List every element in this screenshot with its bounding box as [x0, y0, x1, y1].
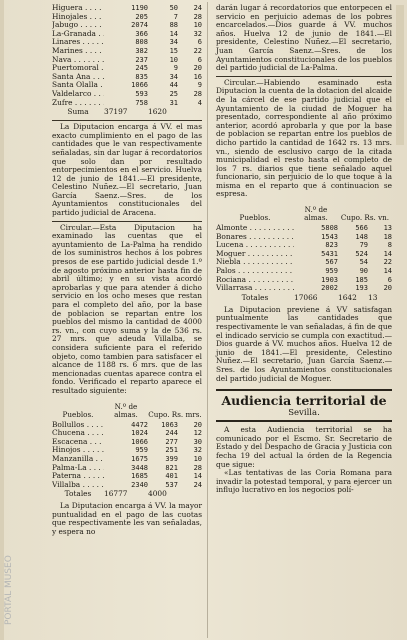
divider-rule [52, 120, 202, 121]
cupo-value: 54 [359, 258, 368, 267]
totals-mrs: 13 [368, 292, 378, 302]
mrs-value: 32 [193, 29, 202, 38]
header-pueblos: Pueblos. [239, 213, 271, 223]
mrs-value: 32 [193, 446, 202, 455]
mrs-value: 14 [383, 249, 392, 258]
cupo-value: 566 [355, 224, 368, 233]
table-row [216, 258, 392, 267]
table-row [52, 429, 202, 438]
cupo-value: 399 [165, 454, 178, 463]
mrs-value: 6 [197, 38, 202, 47]
pueblo-name: Hinojos . . . [52, 446, 104, 455]
mrs-value: 20 [193, 420, 202, 429]
almas-value: 4472 [131, 420, 148, 429]
table-row [216, 250, 392, 259]
mrs-value: 14 [383, 267, 392, 276]
paragraph-regencia-order: «Las tentativas de las Coria Romana para invadir la potestad temporal, y para ejercer un influjo lucrativo en los negocios polí- [216, 468, 392, 495]
cupo-value: 34 [169, 38, 178, 47]
table-row [52, 438, 202, 447]
table-row [52, 64, 202, 73]
pueblo-name: Chucena . . . [52, 429, 104, 438]
cupo-value: 185 [355, 275, 368, 284]
almas-value: 1543 [321, 232, 338, 241]
table-row [216, 276, 392, 285]
mrs-value: 10 [193, 454, 202, 463]
page-edge-marks-icon [393, 5, 407, 145]
section-title: Audiencia territorial de [221, 393, 387, 409]
cupo-value: 79 [359, 241, 368, 250]
mrs-value: 8 [387, 241, 392, 250]
column-divider [207, 2, 208, 638]
table-row [52, 21, 202, 30]
pueblo-name: Lucena . . . [216, 241, 294, 250]
mrs-value: 24 [193, 4, 202, 12]
pueblo-name: Jabugo . . . [52, 21, 104, 30]
almas-value: 1066 [131, 437, 148, 446]
pueblo-name: Valdelarco . . . [52, 90, 104, 99]
contributions-table-lapalma [52, 421, 202, 490]
cupo-value: 537 [165, 480, 178, 489]
pueblo-name: Villarrasa . . . [216, 284, 294, 293]
paragraph-lapalma-continuation: darán lugar á recordatorios que entorpecen el servicio en perjuicio ademas de los pobres encarcelados.—Dios guarde á VV. muchos años. Huelva 12 de junio de 1841.—El presidente, Celestino Nuñez.—El secretario, Juan García Saenz.—Sres. de los Ayuntamientos constitucionales de los pueblos del partido judicial de La-Palma. [216, 3, 392, 73]
table-row [52, 30, 202, 39]
cupo-value: 9 [173, 64, 178, 73]
pueblo-name: Linares . . . [52, 38, 104, 47]
cupo-value: 244 [165, 429, 178, 438]
mrs-value: 16 [193, 72, 202, 81]
mrs-value: 20 [383, 284, 392, 293]
almas-value: 959 [325, 267, 338, 276]
sum-value: 37197 [104, 107, 128, 117]
cupo-value: 34 [169, 72, 178, 81]
almas-value: 2074 [131, 21, 148, 30]
mrs-value: 18 [383, 232, 392, 241]
mrs-value: 13 [383, 224, 392, 233]
sum-row-moguer [216, 294, 392, 303]
almas-value: 1685 [131, 472, 148, 481]
table-row [52, 13, 202, 22]
cupo-value: 31 [169, 98, 178, 107]
header-cupo: Cupo. Rs. vn. [340, 213, 390, 223]
almas-value: 5431 [321, 249, 338, 258]
table-row [52, 38, 202, 47]
cupo-value: 1063 [161, 420, 178, 429]
pueblo-name: Nava . . . [52, 56, 104, 65]
pueblo-name: Puertomoral . . . [52, 64, 104, 73]
almas-value: 2340 [131, 480, 148, 489]
table-row [52, 47, 202, 56]
paragraph-aracena-notice: La Diputacion encarga á VV. el mas exacto cumplimiento en el pago de las cantidades que le van respectivamente señaladas, sin dar lugar á recordatorios que solo dan por resultado entorpecimientos en el servicio. Huelva 12 de junio de 1841.—El presidente, Celestino Nuñez.—El secretario, Juan García Saenz.—Sres. de los Ayuntamientos constitucionales del partido judicial de Aracena. [52, 122, 202, 218]
section-heading [216, 389, 392, 422]
pueblo-name: Escacena . . . [52, 438, 104, 447]
table-row [52, 90, 202, 99]
mrs-value: 6 [197, 55, 202, 64]
cupo-value: 7 [173, 12, 178, 21]
almas-value: 1024 [131, 429, 148, 438]
table-row [52, 73, 202, 82]
almas-value: 1190 [131, 4, 148, 12]
paragraph-moguer-circular: Circular.—Habiendo esaminado esta Diputacion la cuenta de la dotacion del alcaide de la cárcel de ese partido judicial que el Ayuntamiento de la ciudad de Moguer ha presentado, correspondiente al año próximo anterior, acordó aprobarla y que por la base de poblacion se repartan entre los pueblos de dicho partido la cantidad de 1642 rs. 13 mrs. vn., siendo de esclusivo cargo de la citada municipalidad el resto hasta el completo de los 7 rs. diarios que tiene señalado aquel funcionario, sin perjuicio de lo que toque á la misma en el reparto que á continuacion se espresa. [216, 77, 392, 199]
totals-mrs [178, 490, 202, 499]
pueblo-name: Higuera . . . [52, 4, 104, 13]
pueblo-name: Santa Ana . . . [52, 73, 104, 82]
pueblo-name: Paterna . . . [52, 472, 104, 481]
mrs-value: 22 [193, 46, 202, 55]
left-column [52, 4, 202, 537]
sum-row-aracena [52, 108, 202, 117]
totals-almas: 16777 [104, 489, 128, 499]
mrs-value: 12 [193, 429, 202, 438]
table-row [216, 241, 392, 250]
mrs-value: 6 [387, 275, 392, 284]
cupo-value: 44 [169, 81, 178, 90]
mrs-value: 28 [193, 12, 202, 21]
almas-value: 5808 [321, 224, 338, 233]
almas-value: 1066 [131, 81, 148, 90]
pueblo-name: Bollullos . . . [52, 421, 104, 430]
header-almas: N.º de almas. [304, 205, 328, 223]
almas-value: 205 [135, 12, 148, 21]
mrs-value: 28 [193, 463, 202, 472]
cupo-value: 10 [169, 55, 178, 64]
cupo-value: 251 [165, 446, 178, 455]
almas-value: 835 [135, 72, 148, 81]
mrs-value: 9 [197, 81, 202, 90]
cupo-value: 401 [165, 472, 178, 481]
pueblo-name: Bonares . . . [216, 233, 294, 242]
sum-mrs [178, 108, 202, 117]
section-subtitle: Sevilla. [288, 408, 320, 419]
mrs-value: 14 [193, 472, 202, 481]
divider-rule [216, 76, 392, 77]
mrs-value: 20 [193, 64, 202, 73]
cupo-value: 277 [165, 437, 178, 446]
table-row [52, 421, 202, 430]
pueblo-name: Zufre . . . [52, 99, 104, 108]
sum-label: Suma [67, 107, 89, 117]
pueblo-name: Villalba . . . [52, 481, 104, 490]
mrs-value: 30 [193, 437, 202, 446]
sum-row-lapalma [52, 490, 202, 499]
museum-stamp-icon [2, 430, 14, 630]
margin-stamp-text: PORTAL MUSEO [4, 555, 14, 625]
cupo-value: 524 [355, 249, 368, 258]
header-pueblos: Pueblos. [62, 409, 94, 419]
divider-rule [52, 221, 202, 222]
paragraph-audiencia: A esta Audiencia territorial se ha comunicado por el Escmo. Sr. Secretario de Estado y del Despacho de Gracia y Justicia con fecha 19 del actual la órden de la Regencia que sigue: [216, 425, 392, 469]
cupo-value: 14 [169, 29, 178, 38]
almas-value: 245 [135, 64, 148, 73]
table-header-lapalma [52, 399, 202, 419]
totals-cupo: 4000 [148, 489, 167, 499]
table-header-moguer [216, 202, 392, 222]
pueblo-name: La-Granada . . . [52, 30, 104, 39]
cupo-value: 25 [169, 89, 178, 98]
cupo-value: 50 [169, 4, 178, 12]
header-almas: N.º de almas. [114, 401, 138, 419]
pueblo-name: Rociana . . . [216, 276, 294, 285]
mrs-value: 10 [193, 21, 202, 30]
almas-value: 366 [135, 29, 148, 38]
almas-value: 3448 [131, 463, 148, 472]
pueblo-name: Santa Olalla . . . [52, 81, 104, 90]
totals-almas: 17066 [294, 292, 318, 302]
table-row [52, 4, 202, 13]
pueblo-name: Palma-La . . . [52, 464, 104, 473]
totals-label: Totales [241, 292, 269, 302]
almas-value: 758 [135, 98, 148, 107]
table-row [52, 56, 202, 65]
mrs-value: 4 [197, 98, 202, 107]
totals-cupo: 1642 [338, 292, 357, 302]
cupo-value: 193 [355, 284, 368, 293]
pueblo-name: Marines . . . [52, 47, 104, 56]
table-row [216, 224, 392, 233]
almas-value: 959 [135, 446, 148, 455]
mrs-value: 24 [193, 480, 202, 489]
almas-value: 567 [325, 258, 338, 267]
almas-value: 593 [135, 89, 148, 98]
table-row [52, 472, 202, 481]
cupo-value: 88 [169, 21, 178, 30]
table-row [52, 481, 202, 490]
pueblo-name: Hinojales . . . [52, 13, 104, 22]
pueblo-name: Moguer . . . [216, 250, 294, 259]
table-row [52, 455, 202, 464]
table-row [52, 464, 202, 473]
mrs-value: 22 [383, 258, 392, 267]
cupo-value: 821 [165, 463, 178, 472]
paragraph-lapalma-circular: Circular.—Esta Diputacion ha examinado las cuentas que el ayuntamiento de La-Palma ha rendido de los suministros hechos á los pobres presos de ese partido judicial desde 1.º de agosto próximo anterior hasta fin de abril último; y en su vista acordó aprobarlas y que para atender á dicho servicio en los ocho meses que restan para el completo del año, por la base de poblacion se repartan entre los pueblos del mismo la cantidad de 4000 rs. vn., con cuyo suma y la de 536 rs. 27 mrs. que adeuda Villalba, se considera suficiente para el referido objeto, como tambien para satisfacer el alcance de 1188 rs. 6 mrs. que de las mencionadas cuentas aparece contra el fondo. Verificado el reparto aparece el resultado siguiente: [52, 222, 202, 395]
header-cupo: Cupo. Rs. mrs. [148, 409, 202, 419]
paragraph-moguer-request: La Diputacion previene á VV satisfagan puntualmente las cantidades que respectivamente le van señaladas, á fin de que el indicado servicio se cumpla con exactitud.—Dios guarde á VV. muchos años. Huelva 12 de junio de 1841.—El presidente, Celestino Nuñez.—El secretario, Juan García Saenz.—Sres. de los Ayuntamientos constitucionales del partido judicial de Moguer. [216, 304, 392, 383]
mrs-value: 28 [193, 89, 202, 98]
table-row [52, 446, 202, 455]
almas-value: 382 [135, 46, 148, 55]
table-row [216, 233, 392, 242]
pueblo-name: Manzanilla . . . [52, 455, 104, 464]
pueblo-name: Palos . . . [216, 267, 294, 276]
table-row [52, 99, 202, 108]
table-row [216, 284, 392, 293]
pueblo-name: Niebla . . . [216, 258, 294, 267]
contributions-table-moguer [216, 224, 392, 293]
sum-cupo: 1620 [148, 107, 167, 117]
almas-value: 1675 [131, 454, 148, 463]
table-row [216, 267, 392, 276]
cupo-value: 148 [355, 232, 368, 241]
pueblo-name: Almonte . . . [216, 224, 294, 233]
table-row [52, 81, 202, 90]
almas-value: 1903 [321, 275, 338, 284]
totals-label: Totales [64, 489, 92, 499]
almas-value: 237 [135, 55, 148, 64]
paragraph-lapalma-request: La Diputacion encarga á VV. la mayor puntualidad en el pago de las cuotas que respectivamente les van señaladas, y espera no [52, 501, 202, 537]
cupo-value: 15 [169, 46, 178, 55]
contributions-table-aracena [52, 4, 202, 107]
almas-value: 823 [325, 241, 338, 250]
almas-value: 2002 [321, 284, 338, 293]
cupo-value: 90 [359, 267, 368, 276]
almas-value: 808 [135, 38, 148, 47]
right-column [216, 4, 392, 495]
